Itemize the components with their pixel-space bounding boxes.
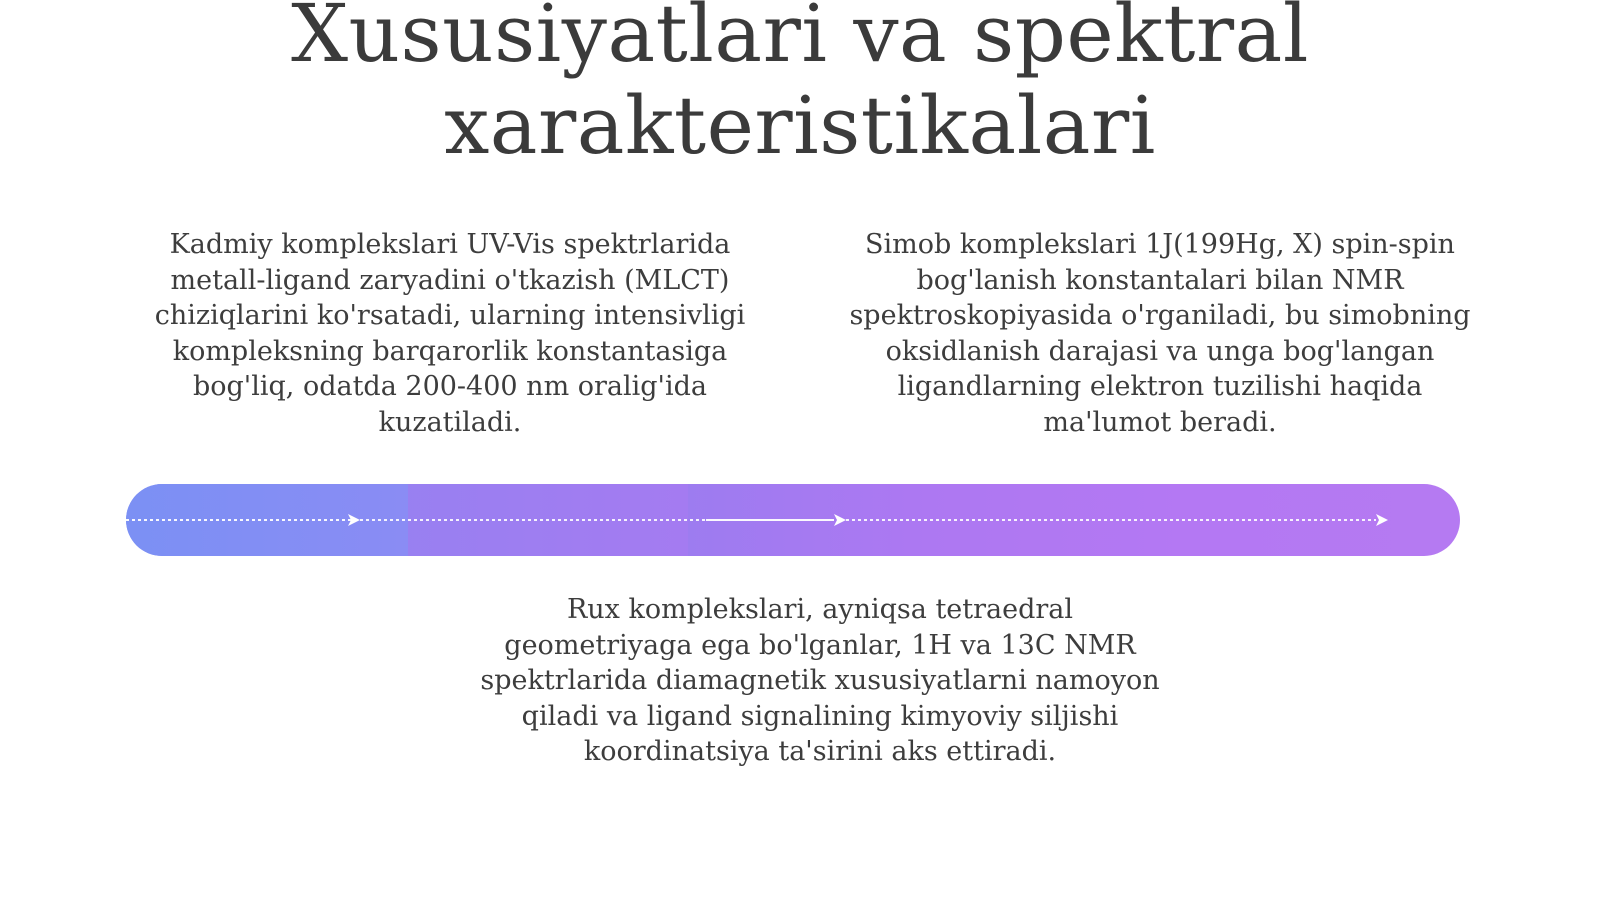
timeline-arrows [126,484,1460,556]
arrow-right-icon [834,514,846,526]
arrow-right-icon [1376,514,1388,526]
text-block-mercury: Simob komplekslari 1J(199Hg, X) spin-spin bog'lanish konstantalari bilan NMR spektroskopiyasida o'rganiladi, bu simobning oksidlanish darajasi va unga bog'langan ligandlarning elektron tuzilishi haqida ma'lumot beradi. [849,229,1471,438]
text-block-zinc: Rux komplekslari, ayniqsa tetraedral geometriyaga ega bo'lganlar, 1H va 13C NMR spektrlarida diamagnetik xususiyatlarni namoyon qiladi va ligand signalining kimyoviy siljishi koordinatsiya ta'sirini aks ettiradi. [480,594,1160,767]
text-block-cadmium: Kadmiy komplekslari UV-Vis spektrlarida metall-ligand zaryadini o'tkazish (MLCT) chiziqlarini ko'rsatadi, ularning intensivligi kompleksning barqarorlik konstantasiga bog'liq, odatda 200-400 nm oralig'ida kuzatiladi. [154,229,746,438]
slide-title: Xususiyatlari va spektral xarakteristikalari [291,0,1309,172]
timeline-bar [126,484,1460,556]
